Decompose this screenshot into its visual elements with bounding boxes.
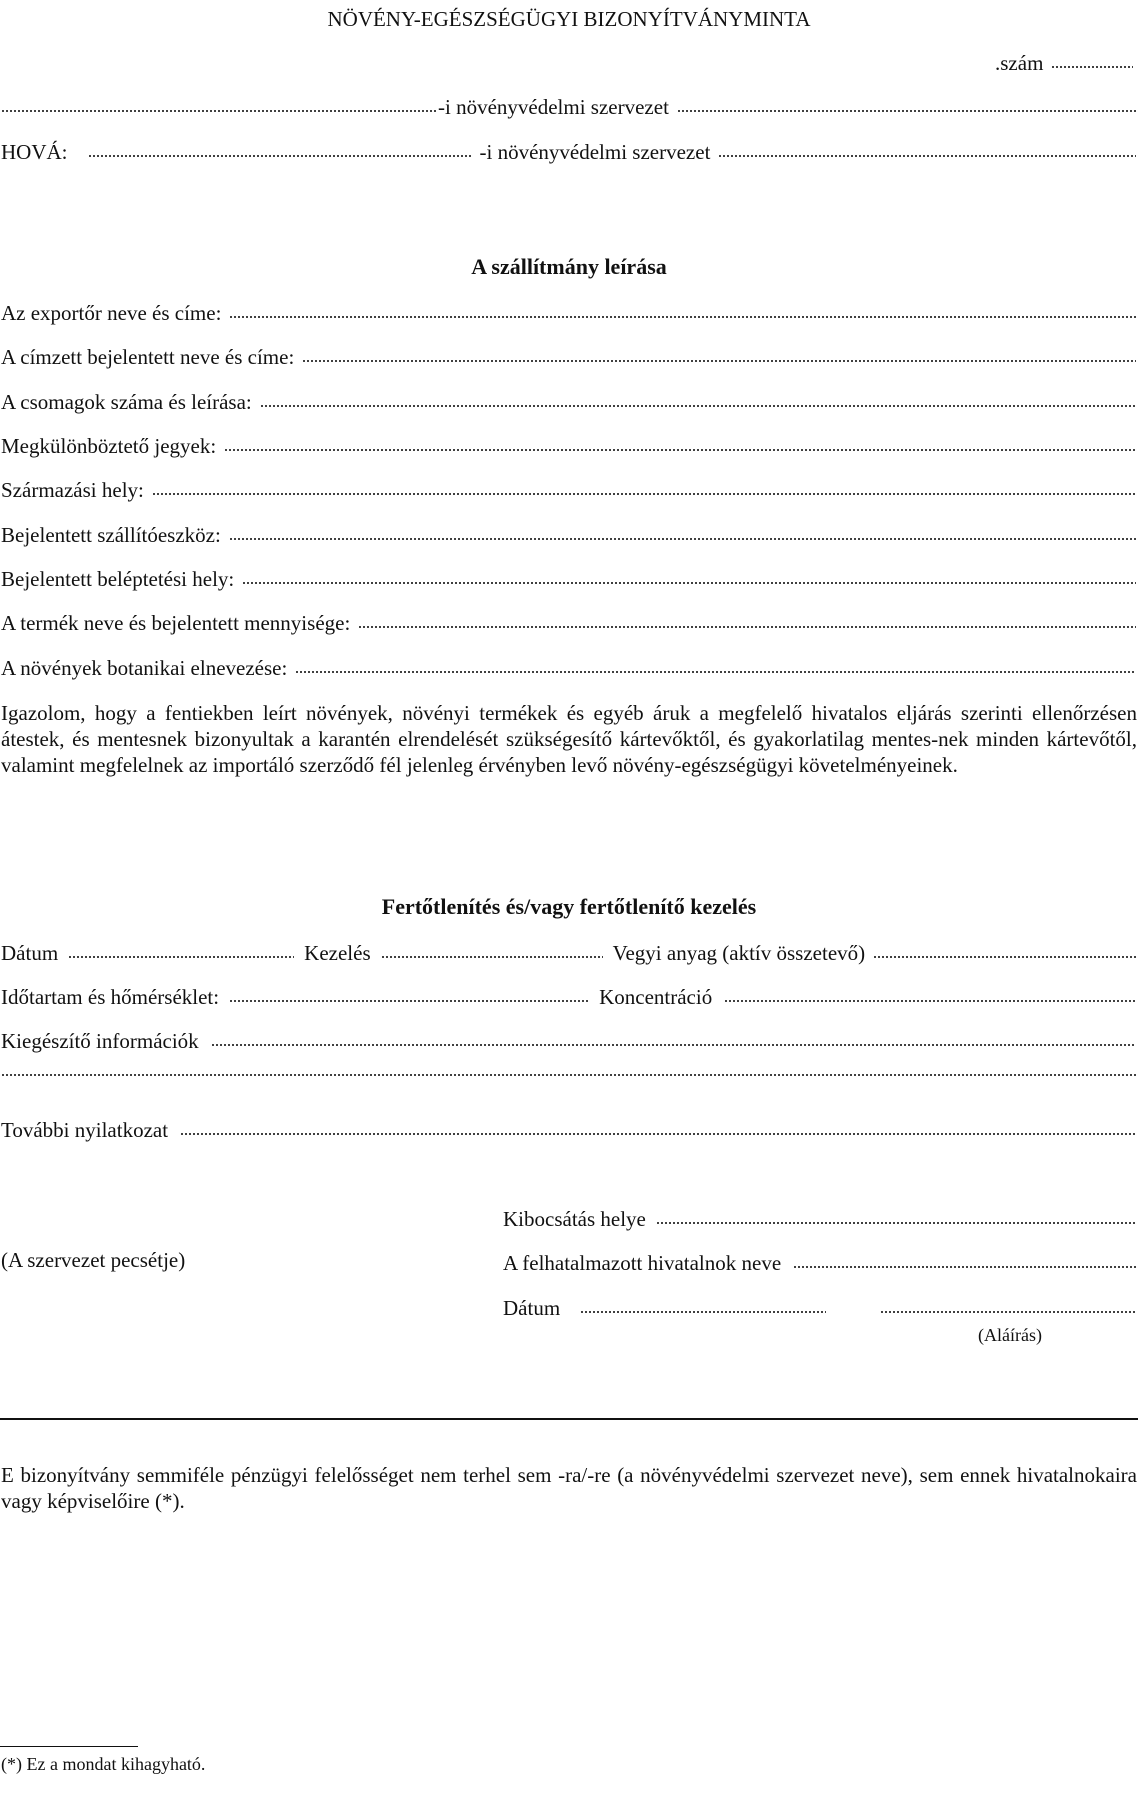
chemical-field[interactable] bbox=[873, 955, 1136, 960]
signature-field[interactable] bbox=[880, 1310, 1136, 1315]
duration-label: Időtartam és hőmérséklet: bbox=[1, 985, 220, 1009]
additional-label: Kiegészítő információk bbox=[1, 1029, 199, 1053]
additional-row-2 bbox=[1, 1073, 1136, 1078]
packages-row bbox=[1, 389, 1136, 415]
issue-date-label: Dátum bbox=[503, 1296, 561, 1320]
treatment-heading: Fertőtlenítés és/vagy fertőtlenítő kezelés bbox=[381, 894, 757, 919]
concentration-field[interactable] bbox=[724, 999, 1136, 1004]
signature-label: (Aláírás) bbox=[978, 1325, 1042, 1345]
consignee-label: A címzett bejelentett neve és címe: bbox=[1, 345, 295, 369]
product-row bbox=[1, 610, 1136, 636]
origin-place-row bbox=[1, 477, 1136, 503]
place-of-issue-row bbox=[503, 1206, 1136, 1232]
certification-text: Igazolom, hogy a fentiekben leírt növények, növényi termékek és egyéb áruk a megfelelő hivatalos eljárás szerinti ellenőrzésen átestek, és mentesnek bizonyultak a karantén elrendelését szükségesítő kártevőktől, és gyakorlatilag mentes-nek minden kártevőtől, valamint megfelelnek az importáló szerződő fél jelenleg érvényben levő növény-egészségügyi követelményeinek. bbox=[1, 701, 1137, 777]
chemical-label: Vegyi anyag (aktív összetevő) bbox=[612, 941, 866, 965]
treatment-date-label: Dátum bbox=[1, 941, 59, 965]
origin-place-field[interactable] bbox=[152, 492, 1136, 497]
section-divider bbox=[0, 1418, 1138, 1420]
footnote-text: (*) Ez a mondat kihagyható. bbox=[1, 1754, 206, 1774]
further-field[interactable] bbox=[180, 1132, 1136, 1137]
transport-field[interactable] bbox=[229, 537, 1136, 542]
officer-label: A felhatalmazott hivatalnok neve bbox=[503, 1251, 782, 1275]
consignee-field[interactable] bbox=[302, 359, 1136, 364]
marks-row bbox=[1, 433, 1136, 459]
entry-point-field[interactable] bbox=[242, 581, 1136, 586]
liability-text: E bizonyítvány semmiféle pénzügyi felelősséget nem terhel sem -ra/-re (a növényvédelmi szervezet neve), sem ennek hivatalnokaira vagy képviselőire (*). bbox=[1, 1463, 1137, 1513]
treatment-label: Kezelés bbox=[304, 941, 371, 965]
origin-org-label: -i növényvédelmi szervezet bbox=[438, 95, 669, 119]
treatment-date-field[interactable] bbox=[68, 955, 294, 960]
number-row bbox=[995, 50, 1133, 76]
officer-row bbox=[503, 1250, 1136, 1276]
to-label: HOVÁ: bbox=[1, 140, 68, 164]
officer-field[interactable] bbox=[793, 1265, 1136, 1270]
botanical-label: A növények botanikai elnevezése: bbox=[1, 656, 288, 680]
treatment-field[interactable] bbox=[381, 955, 603, 960]
dest-country-field[interactable] bbox=[88, 154, 472, 159]
consignment-heading: A szállítmány leírása bbox=[471, 254, 667, 279]
origin-country-field[interactable] bbox=[1, 109, 436, 114]
marks-label: Megkülönböztető jegyek: bbox=[1, 434, 217, 458]
additional-field[interactable] bbox=[211, 1043, 1136, 1048]
additional-row bbox=[1, 1028, 1136, 1054]
origin-org-row bbox=[1, 94, 1136, 120]
product-field[interactable] bbox=[358, 625, 1136, 630]
treatment-row-1 bbox=[1, 940, 1136, 966]
entry-point-row bbox=[1, 566, 1136, 592]
packages-label: A csomagok száma és leírása: bbox=[1, 390, 252, 414]
dest-org-label: -i növényvédelmi szervezet bbox=[479, 140, 711, 164]
footnote-rule bbox=[0, 1746, 138, 1747]
document-title: NÖVÉNY-EGÉSZSÉGÜGYI BIZONYÍTVÁNYMINTA bbox=[327, 7, 811, 31]
exporter-label: Az exportőr neve és címe: bbox=[1, 301, 222, 325]
origin-org-field[interactable] bbox=[677, 109, 1136, 114]
issue-date-field[interactable] bbox=[580, 1310, 826, 1315]
origin-place-label: Származási hely: bbox=[1, 478, 144, 502]
duration-field[interactable] bbox=[229, 999, 589, 1004]
transport-row bbox=[1, 522, 1136, 548]
destination-row bbox=[1, 139, 1136, 165]
exporter-field[interactable] bbox=[229, 315, 1136, 320]
consignee-row bbox=[1, 344, 1136, 370]
treatment-row-2 bbox=[1, 984, 1136, 1010]
number-field[interactable] bbox=[1051, 65, 1133, 70]
number-label: .szám bbox=[995, 51, 1044, 75]
stamp-label: (A szervezet pecsétje) bbox=[1, 1248, 186, 1272]
entry-point-label: Bejelentett beléptetési hely: bbox=[1, 567, 235, 591]
place-of-issue-label: Kibocsátás helye bbox=[503, 1207, 646, 1231]
issue-date-row bbox=[503, 1295, 1136, 1321]
further-label: További nyilatkozat bbox=[1, 1118, 169, 1142]
transport-label: Bejelentett szállítóeszköz: bbox=[1, 523, 221, 547]
exporter-row bbox=[1, 300, 1136, 326]
additional-field-line-2[interactable] bbox=[1, 1073, 1136, 1078]
concentration-label: Koncentráció bbox=[599, 985, 713, 1009]
dest-org-field[interactable] bbox=[718, 154, 1136, 159]
marks-field[interactable] bbox=[224, 448, 1136, 453]
place-of-issue-field[interactable] bbox=[656, 1221, 1136, 1226]
botanical-field[interactable] bbox=[295, 670, 1136, 675]
packages-field[interactable] bbox=[260, 404, 1136, 409]
botanical-row bbox=[1, 655, 1136, 681]
further-row bbox=[1, 1117, 1136, 1143]
product-label: A termék neve és bejelentett mennyisége: bbox=[1, 611, 351, 635]
